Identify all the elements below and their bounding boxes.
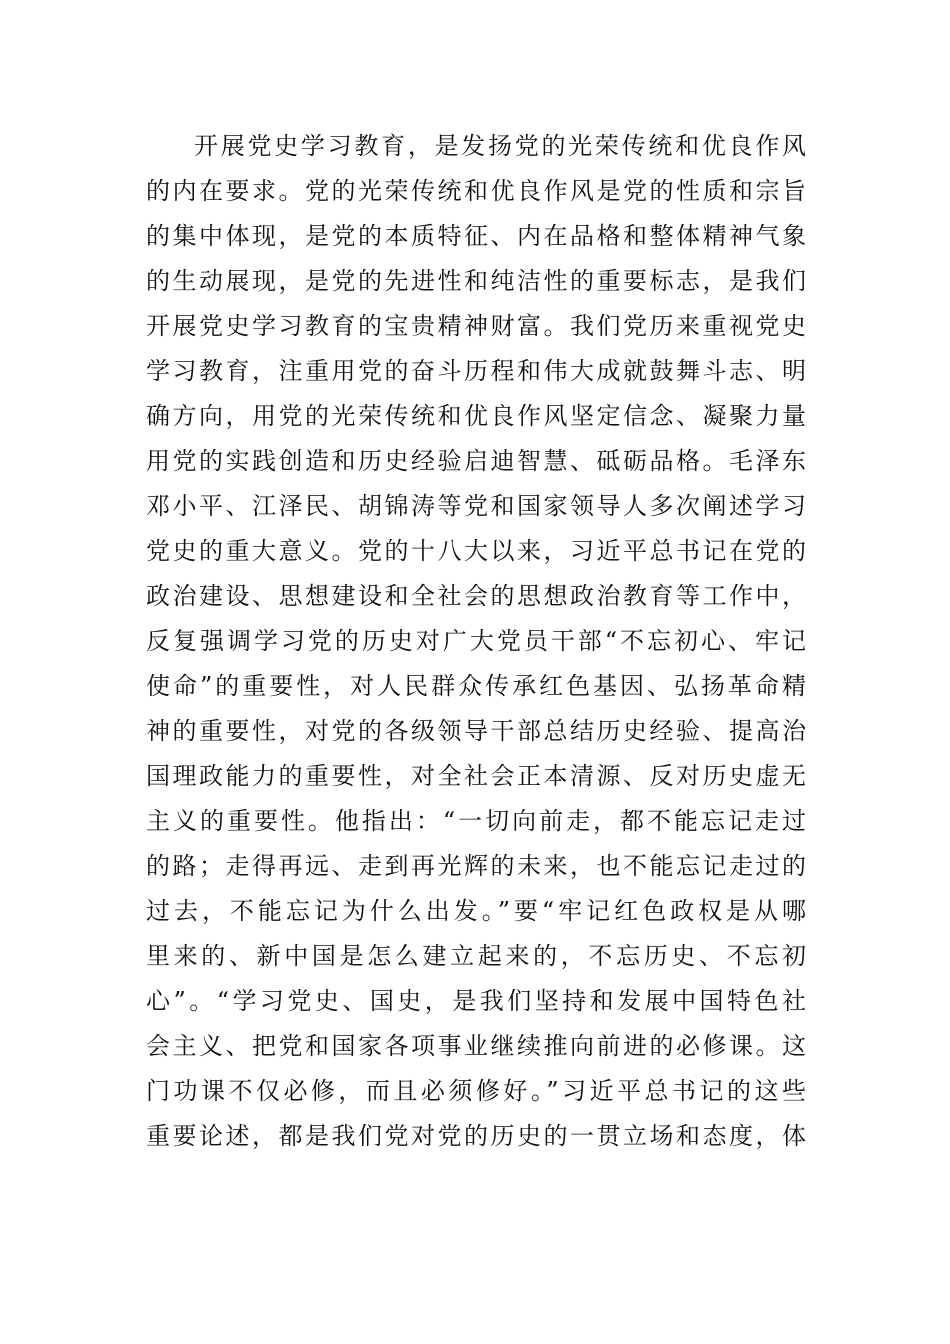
text-line: 确方向，用党的光荣传统和优良作风坚定信念、凝聚力量 [146,402,806,430]
text-line: 的生动展现，是党的先进性和纯洁性的重要标志，是我们 [146,267,806,295]
text-line: 主义的重要性。他指出：“一切向前走，都不能忘记走过 [146,807,806,835]
body-paragraph [146,124,806,1159]
text-line: 里来的、新中国是怎么建立起来的，不忘历史、不忘初 [146,942,806,970]
text-line: 开展党史学习教育，是发扬党的光荣传统和优良作风 [194,132,806,160]
text-line: 国理政能力的重要性，对全社会正本清源、反对历史虚无 [146,762,806,790]
text-line: 过去，不能忘记为什么出发。”要“牢记红色政权是从哪 [146,897,806,925]
text-line: 政治建设、思想建设和全社会的思想政治教育等工作中， [146,582,806,610]
text-line: 的内在要求。党的光荣传统和优良作风是党的性质和宗旨 [146,177,806,205]
text-line: 反复强调学习党的历史对广大党员干部“不忘初心、牢记 [146,627,806,655]
text-line: 用党的实践创造和历史经验启迪智慧、砥砺品格。毛泽东 [146,447,806,475]
text-line: 门功课不仅必修，而且必须修好。”习近平总书记的这些 [146,1077,806,1105]
text-line: 神的重要性，对党的各级领导干部总结历史经验、提高治 [146,717,806,745]
text-line: 的路；走得再远、走到再光辉的未来，也不能忘记走过的 [146,852,806,880]
text-line: 党史的重大意义。党的十八大以来，习近平总书记在党的 [146,537,806,565]
text-line: 开展党史学习教育的宝贵精神财富。我们党历来重视党史 [146,312,806,340]
text-line: 会主义、把党和国家各项事业继续推向前进的必修课。这 [146,1032,806,1060]
text-line: 重要论述，都是我们党对党的历史的一贯立场和态度，体 [146,1122,806,1150]
text-line: 邓小平、江泽民、胡锦涛等党和国家领导人多次阐述学习 [146,492,806,520]
text-line: 的集中体现，是党的本质特征、内在品格和整体精神气象 [146,222,806,250]
text-line: 使命”的重要性，对人民群众传承红色基因、弘扬革命精 [146,672,806,700]
text-line: 心”。“学习党史、国史，是我们坚持和发展中国特色社 [146,987,806,1015]
text-line: 学习教育，注重用党的奋斗历程和伟大成就鼓舞斗志、明 [146,357,806,385]
